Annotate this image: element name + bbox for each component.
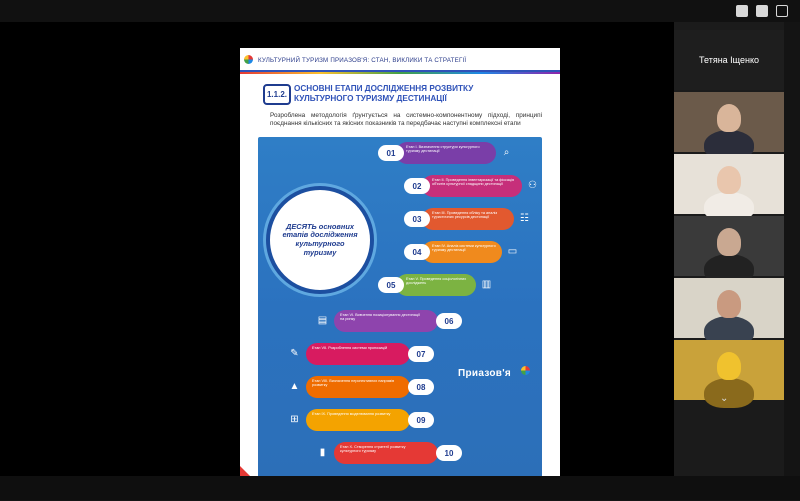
laptop-icon: ▭	[507, 246, 518, 257]
meeting-bottom-bar	[0, 476, 800, 500]
stage-01-card: Етап І. Визначення структури культурного туризму дестинації	[396, 142, 496, 164]
bars-icon: ▮	[319, 447, 326, 458]
chevron-down-icon[interactable]: ⌄	[720, 393, 729, 404]
stage-07-number: 07	[408, 346, 434, 362]
participant-face	[717, 352, 741, 380]
stage-05-card: Етап V. Проведення соціологічних досліджень	[396, 274, 476, 296]
participant-face	[717, 104, 741, 132]
stage-01-number: 01	[378, 145, 404, 161]
participant-tile[interactable]	[674, 340, 784, 400]
stage-04-card: Етап IV. Аналіз системи культурного туризму дестинації	[422, 241, 502, 263]
stage-02-number: 02	[404, 178, 430, 194]
header-stripes	[240, 70, 560, 76]
stage-09-card: Етап IX. Проведення моделювання розвитку	[306, 409, 410, 431]
participant-face	[717, 290, 741, 318]
people-icon: ⚇	[528, 180, 537, 191]
brand-name: Приазов'я	[458, 368, 512, 379]
grid-view-icon[interactable]	[736, 5, 748, 17]
participant-face	[717, 228, 741, 256]
participant-face	[717, 166, 741, 194]
hierarchy-icon: ⊞	[290, 414, 299, 425]
participant-tile[interactable]	[674, 216, 784, 276]
growth-icon: ▲	[289, 381, 300, 392]
speaker-view-icon[interactable]	[756, 5, 768, 17]
stage-08-card: Етап VIII. Визначення перспективних напрямів розвитку	[306, 376, 410, 398]
participants-panel	[674, 22, 784, 476]
document-icon: ▤	[317, 315, 328, 326]
stage-06-card: Етап VI. Вивчення позиціонування дестинації на ринку	[334, 310, 438, 332]
group-icon: ☷	[520, 213, 529, 224]
section-number: 1.1.2.	[263, 84, 291, 105]
brand-logo-icon	[521, 366, 530, 375]
stage-09-number: 09	[408, 412, 434, 428]
panel-scrollbar[interactable]	[784, 22, 800, 476]
participant-name: Тетяна Іщенко	[674, 30, 784, 90]
pen-icon: ✎	[290, 348, 299, 359]
stage-06-number: 06	[436, 313, 462, 329]
stage-03-card: Етап ІІІ. Проведення обліку та аналіз туристичних ресурсів дестинації	[422, 208, 514, 230]
page-header: КУЛЬТУРНИЙ ТУРИЗМ ПРИАЗОВ'Я: СТАН, ВИКЛИКИ ТА СТРАТЕГІЇ	[258, 57, 467, 64]
fullscreen-icon[interactable]	[776, 5, 788, 17]
participant-tile[interactable]	[674, 278, 784, 338]
section-title: ОСНОВНІ ЕТАПИ ДОСЛІДЖЕННЯ РОЗВИТКУ КУЛЬТУРНОГО ТУРИЗМУ ДЕСТИНАЦІЇ	[294, 84, 474, 103]
intro-paragraph: Розроблена методологія ґрунтується на системно-компонентному підході, принципі поєднання кількісних та якісних показників та передбачає наступні комплексні етапи	[270, 112, 542, 128]
stage-02-card: Етап ІІ. Проведення інвентаризації та фіксація об'єктів культурної спадщини дестинації	[422, 175, 522, 197]
logo-icon	[244, 55, 253, 64]
participant-tile[interactable]	[674, 30, 784, 90]
participant-tile[interactable]	[674, 154, 784, 214]
participant-tile[interactable]	[674, 92, 784, 152]
center-title: ДЕСЯТЬ основних етапів дослідження культурного туризму	[282, 221, 358, 257]
shared-screen	[0, 22, 674, 476]
infographic	[258, 137, 542, 480]
stage-05-number: 05	[378, 277, 404, 293]
chart-icon: ▥	[481, 279, 492, 290]
magnifier-icon: ⌕	[503, 147, 510, 158]
stage-10-number: 10	[436, 445, 462, 461]
center-circle	[266, 186, 374, 294]
window-controls	[736, 5, 788, 17]
stage-07-card: Етап VII. Розроблення системи пропозицій	[306, 343, 410, 365]
participant-body	[704, 378, 754, 408]
stage-10-card: Етап X. Створення стратегії розвитку культурного туризму	[334, 442, 438, 464]
document-page	[240, 48, 560, 496]
stage-03-number: 03	[404, 211, 430, 227]
stage-08-number: 08	[408, 379, 434, 395]
meeting-top-bar	[0, 0, 800, 22]
stage-04-number: 04	[404, 244, 430, 260]
